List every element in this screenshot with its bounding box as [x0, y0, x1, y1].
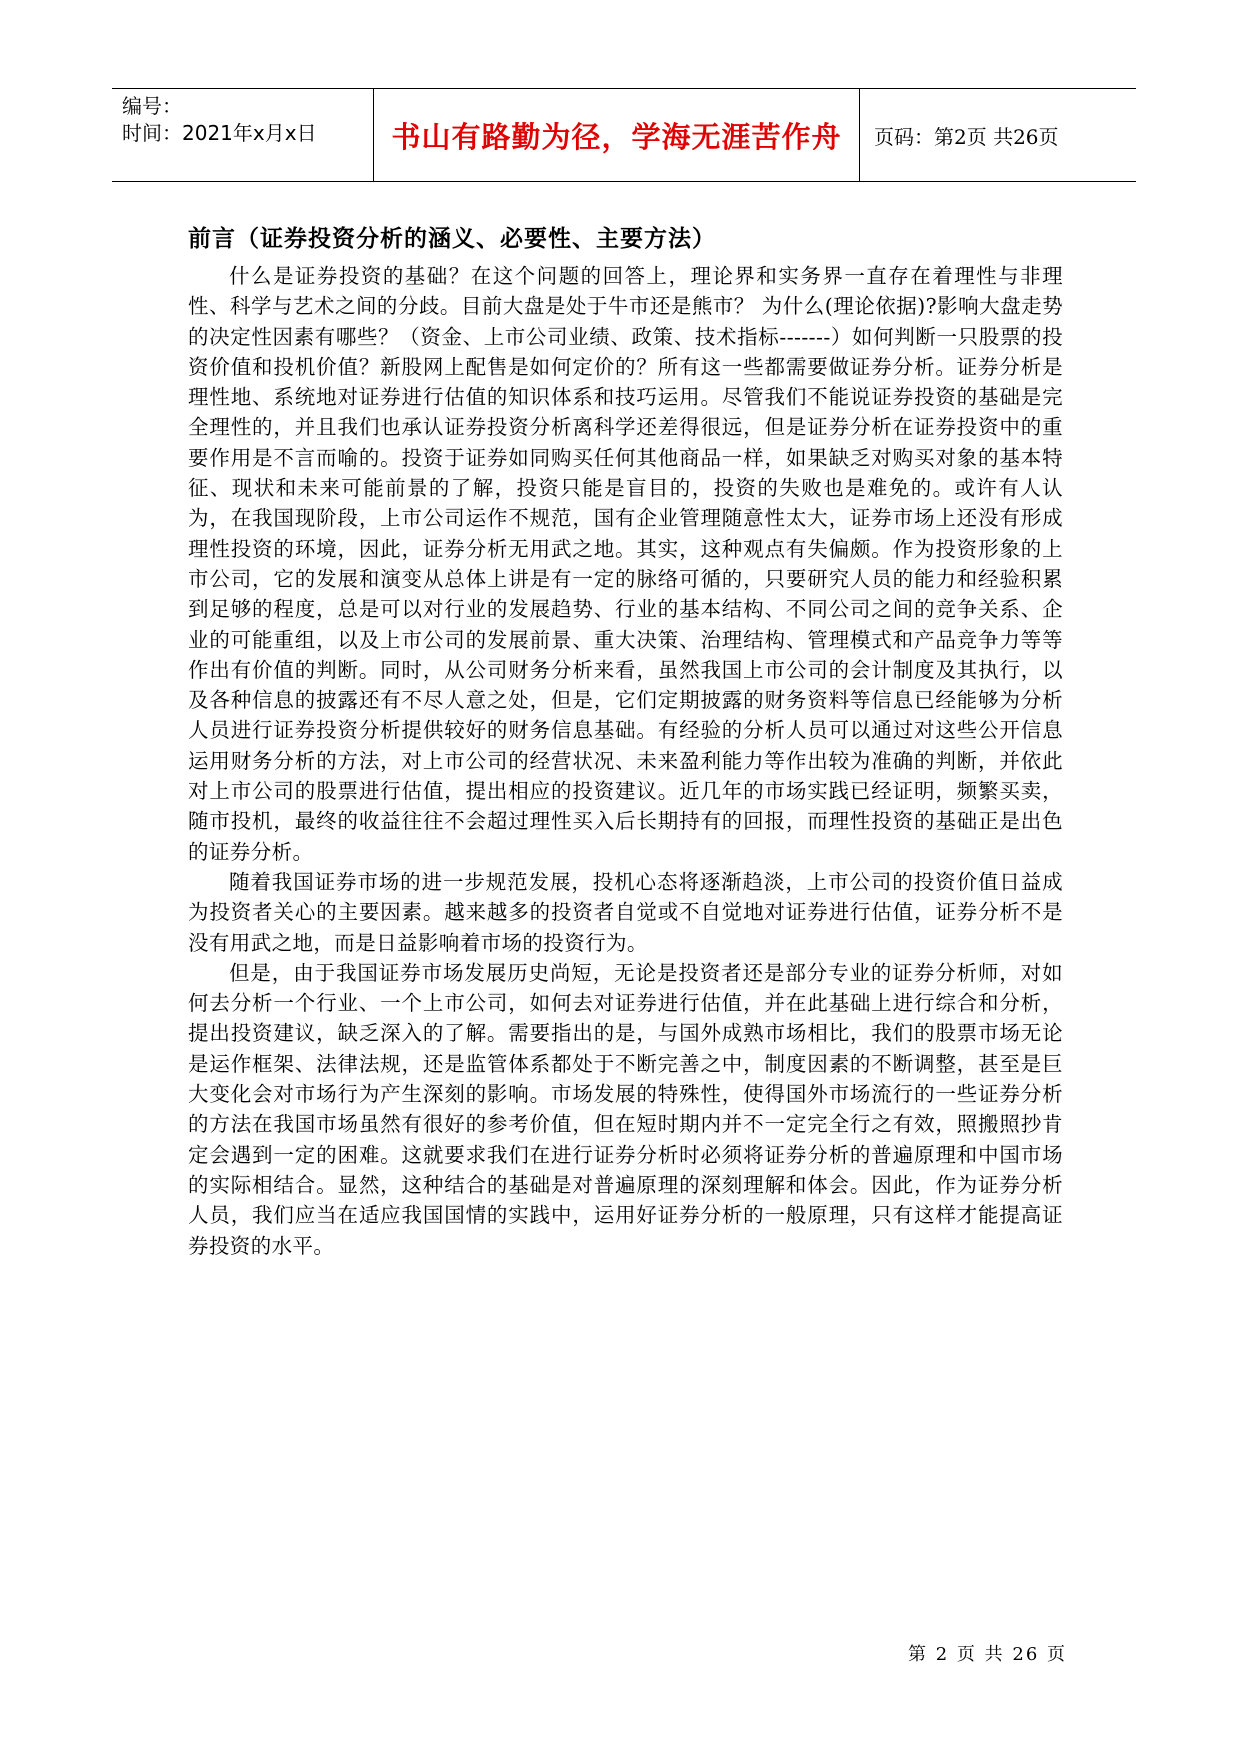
header-meta: [112, 89, 374, 181]
paragraph: 但是，由于我国证券市场发展历史尚短，无论是投资者还是部分专业的证券分析师，对如何去分析一个行业、一个上市公司，如何去对证券进行估值，并在此基础上进行综合和分析，提出投资建议，缺乏深入的了解。需要指出的是，与国外成熟市场相比，我们的股票市场无论是运作框架、法律法规，还是监管体系都处于不断完善之中，制度因素的不断调整，甚至是巨大变化会对市场行为产生深刻的影响。市场发展的特殊性，使得国外市场流行的一些证券分析的方法在我国市场虽然有很好的参考价值，但在短时期内并不一定完全行之有效，照搬照抄肯定会遇到一定的困难。这就要求我们在进行证券分析时必须将证券分析的普遍原理和中国市场的实际相结合。显然，这种结合的基础是对普遍原理的深刻理解和体会。因此，作为证券分析人员，我们应当在适应我国国情的实践中，运用好证券分析的一般原理，只有这样才能提高证券投资的水平。: [188, 960, 1063, 1258]
page-footer: 第 2 页 共 26 页: [908, 1644, 1067, 1665]
document-time-label: 时间：2021年x月x日: [122, 121, 317, 145]
paragraph: 什么是证券投资的基础？在这个问题的回答上，理论界和实务界一直存在着理性与非理性、科学与艺术之间的分歧。目前大盘是处于牛市还是熊市？ 为什么(理论依据)?影响大盘走势的决定性因素有哪些？（资金、上市公司业绩、政策、技术指标-------）如何判断一只股票的投资价值和投机价值？新股网上配售是如何定价的？所有这一些都需要做证券分析。证券分析是理性地、系统地对证券进行估值的知识体系和技巧运用。尽管我们不能说证券投资的基础是完全理性的，并且我们也承认证券投资分析离科学还差得很远，但是证券分析在证券投资中的重要作用是不言而喻的。投资于证券如同购买任何其他商品一样，如果缺乏对购买对象的基本特征、现状和未来可能前景的了解，投资只能是盲目的，投资的失败也是难免的。或许有人认为，在我国现阶段，上市公司运作不规范，国有企业管理随意性太大，证券市场上还没有形成理性投资的环境，因此，证券分析无用武之地。其实，这种观点有失偏颇。作为投资形象的上市公司，它的发展和演变从总体上讲是有一定的脉络可循的，只要研究人员的能力和经验积累到足够的程度，总是可以对行业的发展趋势、行业的基本结构、不同公司之间的竞争关系、企业的可能重组，以及上市公司的发展前景、重大决策、治理结构、管理模式和产品竞争力等等作出有价值的判断。同时，从公司财务分析来看，虽然我国上市公司的会计制度及其执行，以及各种信息的披露还有不尽人意之处，但是，它们定期披露的财务资料等信息已经能够为分析人员进行证券投资分析提供较好的财务信息基础。有经验的分析人员可以通过对这些公开信息运用财务分析的方法，对上市公司的经营状况、未来盈利能力等作出较为准确的判断，并依此对上市公司的股票进行估值，提出相应的投资建议。近几年的市场实践已经证明，频繁买卖，随市投机，最终的收益往往不会超过理性买入后长期持有的回报，而理性投资的基础正是出色的证券分析。: [188, 264, 1063, 864]
header-page-info: 页码：第2页 共26页: [874, 124, 1059, 149]
paragraph: 随着我国证券市场的进一步规范发展，投机心态将逐渐趋淡，上市公司的投资价值日益成为投资者关心的主要因素。越来越多的投资者自觉或不自觉地对证券进行估值，证券分析不是没有用武之地，而是日益影响着市场的投资行为。: [188, 869, 1063, 955]
main-content: [188, 220, 1063, 1261]
section-title: 前言（证券投资分析的涵义、必要性、主要方法）: [188, 226, 716, 252]
header-motto: 书山有路勤为径，学海无涯苦作舟: [374, 89, 860, 181]
document-number-label: 编号：: [122, 94, 182, 118]
header-table: [112, 88, 1136, 182]
